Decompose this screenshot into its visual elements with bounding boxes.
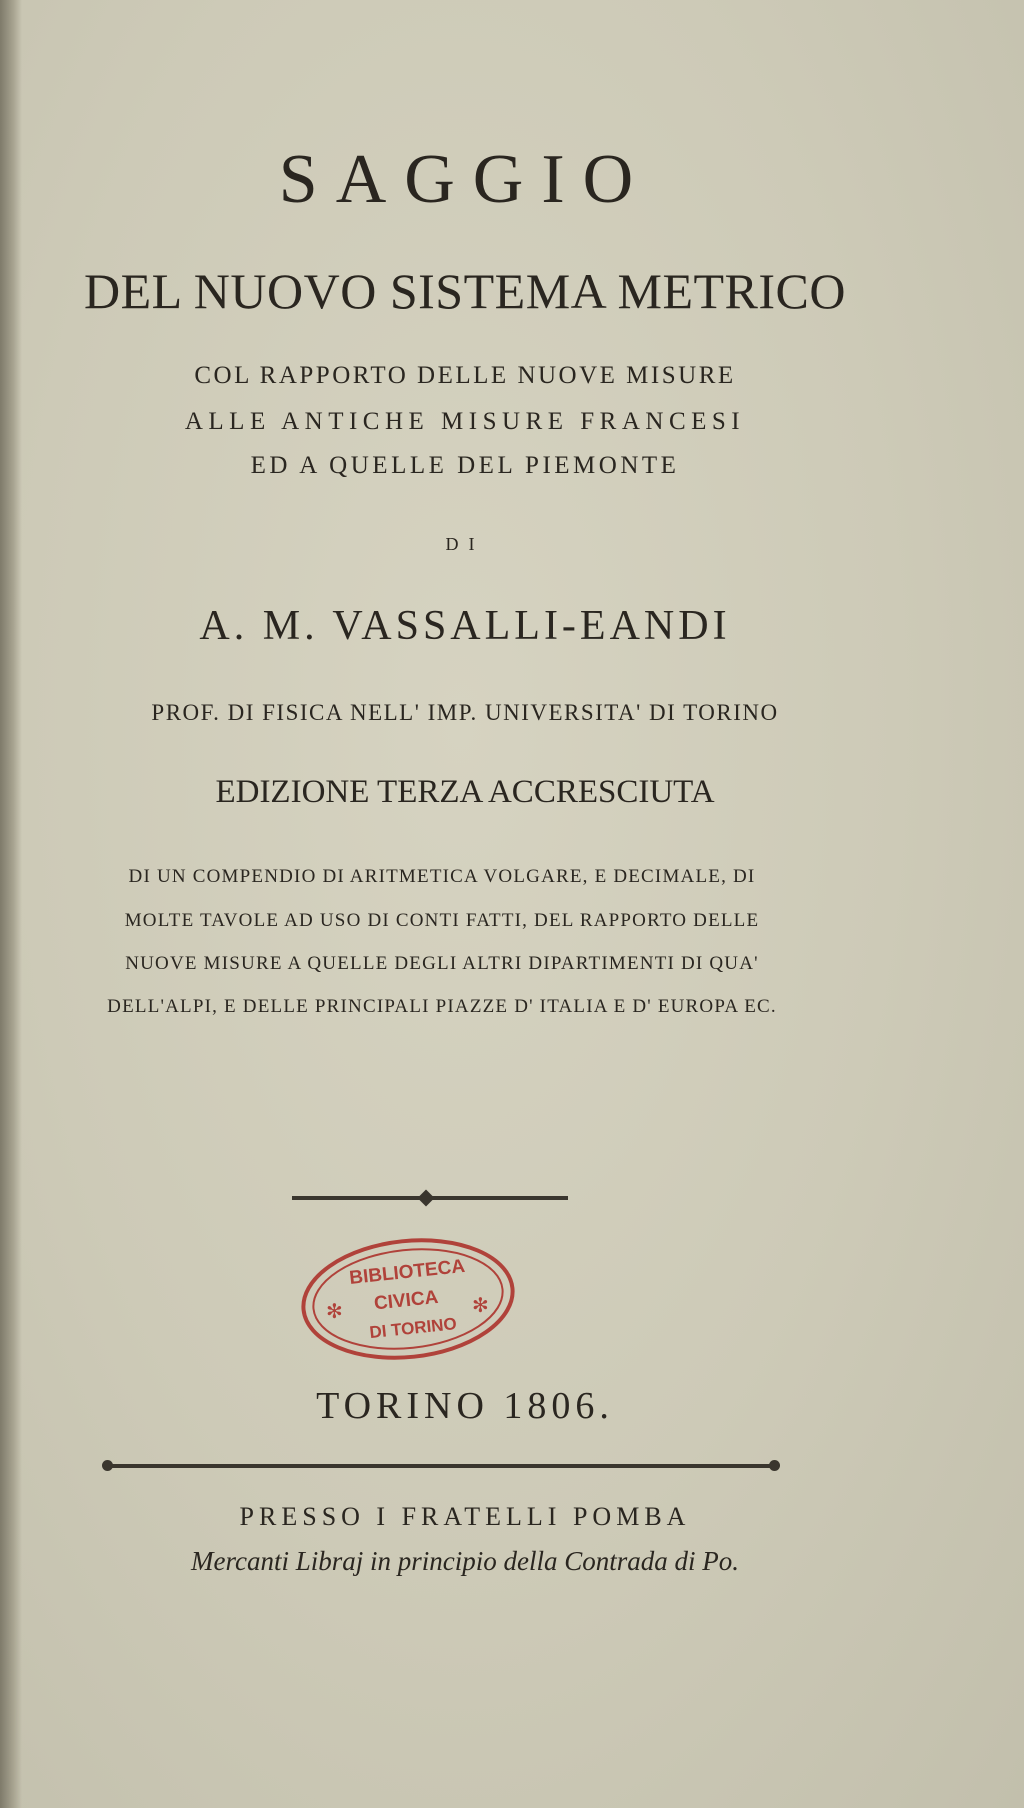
stamp-star-right-icon: ✻ <box>472 1293 489 1317</box>
book-title: SAGGIO <box>278 141 652 218</box>
subtitle-line-2: ALLE ANTICHE MISURE FRANCESI <box>184 408 746 435</box>
additions-line-4: DELL'ALPI, E DELLE PRINCIPALI PIAZZE D' ITALIA E D' EUROPA EC. <box>107 996 777 1017</box>
stamp-star-left-icon: ✻ <box>326 1299 343 1323</box>
additions-line-1: DI UN COMPENDIO DI ARITMETICA VOLGARE, E DECIMALE, DI <box>128 866 756 887</box>
book-subtitle: DEL NUOVO SISTEMA METRICO <box>83 263 847 319</box>
library-stamp <box>298 1236 518 1362</box>
author-name: A. M. VASSALLI-EANDI <box>199 603 731 649</box>
imprint-place-date: TORINO 1806. <box>316 1385 614 1427</box>
additions-line-2: MOLTE TAVOLE AD USO DI CONTI FATTI, DEL RAPPORTO DELLE <box>124 910 760 931</box>
publisher-address: Mercanti Libraj in principio della Contrada di Po. <box>191 1546 739 1576</box>
publisher-name: PRESSO I FRATELLI POMBA <box>239 1502 691 1531</box>
by-line: DI <box>445 534 485 554</box>
stamp-text-3: DI TORINO <box>368 1314 458 1343</box>
subtitle-line-3: ED A QUELLE DEL PIEMONTE <box>250 452 680 479</box>
additions-line-3: NUOVE MISURE A QUELLE DEGLI ALTRI DIPARTIMENTI DI QUA' <box>125 953 759 974</box>
stamp-text-2: CIVICA <box>373 1286 440 1315</box>
author-title: PROF. DI FISICA NELL' IMP. UNIVERSITA' DI TORINO <box>151 700 779 725</box>
ornamental-rule-top <box>292 1196 568 1200</box>
edition-line: EDIZIONE TERZA ACCRESCIUTA <box>215 774 715 810</box>
ornamental-rule-bottom <box>106 1464 776 1468</box>
stamp-text-1: BIBLIOTECA <box>348 1255 467 1289</box>
subtitle-line-1: COL RAPPORTO DELLE NUOVE MISURE <box>194 362 736 389</box>
